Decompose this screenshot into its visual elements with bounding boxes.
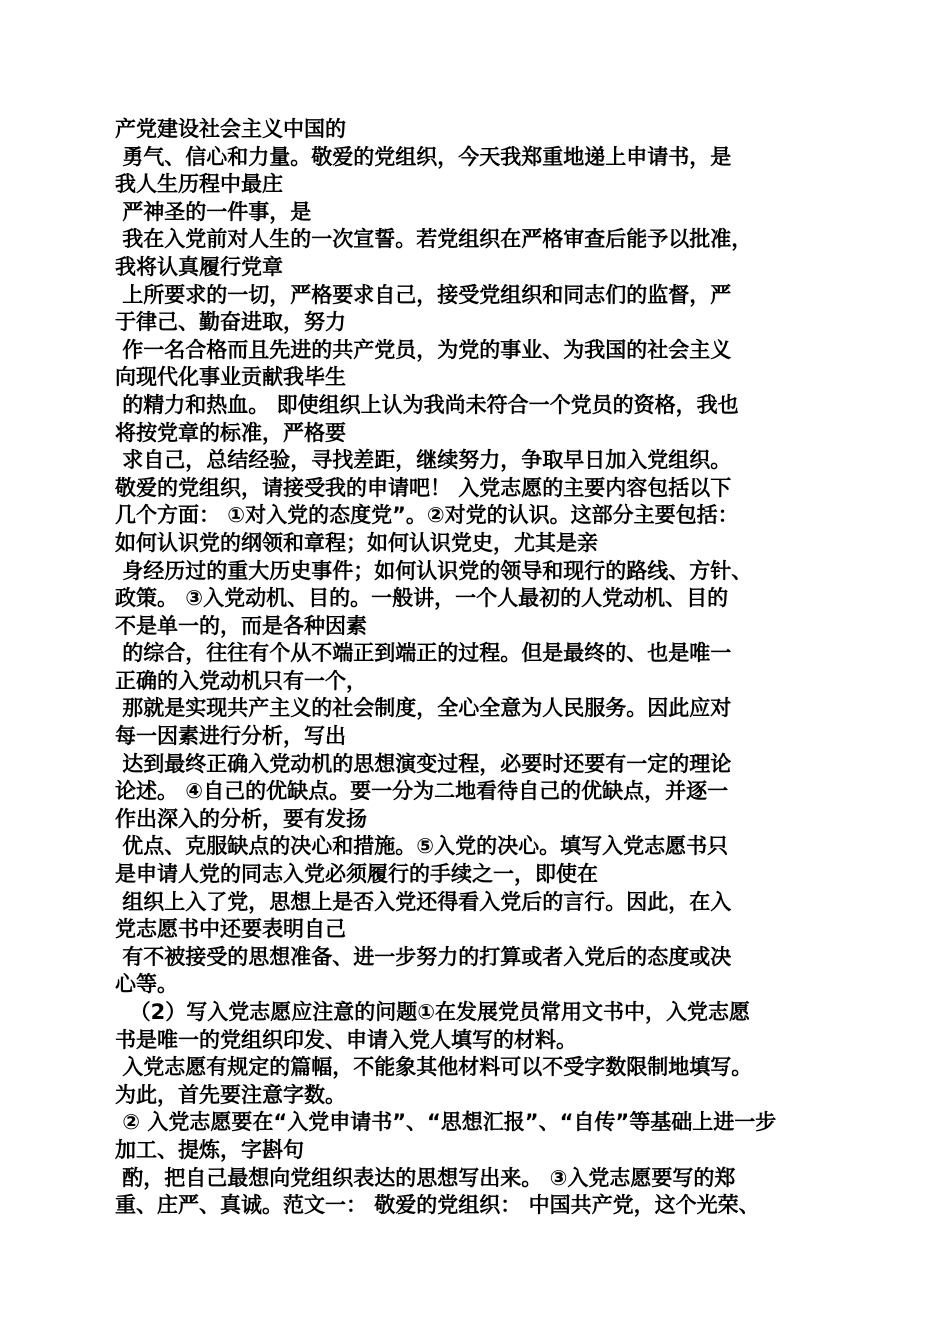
text-line: 严神圣的一件事，是: [115, 199, 312, 224]
text-line: 书是唯一的党组织印发、申请入党人填写的材料。: [115, 1027, 577, 1052]
text-line: 有不被接受的思想准备、进一步努力的打算或者入党后的态度或决: [115, 944, 732, 969]
text-line: 求自己，总结经验，寻找差距，继续努力，争取早日加入党组织。: [115, 448, 732, 473]
text-line: 上所要求的一切，严格要求自己，接受党组织和同志们的监督，严: [115, 282, 732, 307]
text-line: 将按党章的标准，严格要: [115, 420, 346, 445]
text-line: 每一因素进行分析，写出: [115, 724, 346, 749]
text-line: 心等。: [115, 972, 178, 997]
text-line: 几个方面： ①对入党的态度党”。②对党的认识。这部分主要包括：: [115, 503, 739, 528]
text-line: （2）写入党志愿应注意的问题①在发展党员常用文书中，入党志愿: [115, 1000, 751, 1024]
text-line: 身经历过的重大历史事件；如何认识党的领导和现行的路线、方针、: [115, 558, 753, 583]
text-line: 我在入党前对人生的一次宣誓。若党组织在严格审查后能予以批准，: [115, 227, 753, 252]
text-line: 达到最终正确入党动机的思想演变过程，必要时还要有一定的理论: [115, 751, 732, 776]
text-line: 是申请人党的同志入党必须履行的手续之一，即使在: [115, 862, 598, 887]
text-line: 政策。 ③入党动机、目的。一般讲，一个人最初的人党动机、目的: [115, 586, 729, 611]
text-line: 我人生历程中最庄: [115, 172, 283, 197]
text-line: 向现代化事业贡献我毕生: [115, 365, 346, 390]
text-line: 酌，把自己最想向党组织表达的思想写出来。 ③入党志愿要写的郑: [115, 1165, 736, 1190]
text-line: 不是单一的，而是各种因素: [115, 613, 367, 638]
text-line: 我将认真履行党章: [115, 254, 283, 279]
text-line: 作出深入的分析，要有发扬: [115, 806, 367, 831]
text-line: 加工、提炼，字斟句: [115, 1137, 304, 1162]
text-line: 那就是实现共产主义的社会制度，全心全意为人民服务。因此应对: [115, 696, 732, 721]
text-line: 如何认识党的纲领和章程；如何认识党史，尤其是亲: [115, 530, 598, 555]
text-line: 正确的入党动机只有一个，: [115, 668, 367, 693]
text-line: 入党志愿有规定的篇幅，不能象其他材料可以不受字数限制地填写。: [115, 1055, 753, 1080]
text-line: 作一名合格而且先进的共产党员，为党的事业、为我国的社会主义: [115, 337, 732, 362]
text-line: 党志愿书中还要表明自己: [115, 917, 346, 942]
text-line: 优点、克服缺点的决心和措施。⑤入党的决心。填写入党志愿书只: [115, 834, 729, 859]
text-line: 为此，首先要注意字数。: [115, 1082, 346, 1107]
text-line: ② 入党志愿要在“入党申请书”、“思想汇报”、“自传”等基础上进一步: [115, 1110, 777, 1135]
document-body: [115, 116, 835, 1220]
text-line: 的综合，往往有个从不端正到端正的过程。但是最终的、也是唯一: [115, 641, 732, 666]
text-line: 组织上入了党，思想上是否入党还得看入党后的言行。因此，在入: [115, 889, 732, 914]
text-line: 敬爱的党组织，请接受我的申请吧！ 入党志愿的主要内容包括以下: [115, 475, 732, 500]
text-line: 的精力和热血。 即使组织上认为我尚未符合一个党员的资格，我也: [115, 392, 739, 417]
text-line: 产党建设社会主义中国的: [115, 117, 346, 141]
text-line: 勇气、信心和力量。敬爱的党组织，今天我郑重地递上申请书，是: [115, 144, 732, 169]
text-line: 重、庄严、真诚。范文一： 敬爱的党组织： 中国共产党，这个光荣、: [115, 1193, 760, 1218]
text-line: 于律己、勤奋进取，努力: [115, 310, 346, 335]
text-line: 论述。 ④自己的优缺点。要一分为二地看待自己的优缺点，并逐一: [115, 779, 729, 804]
